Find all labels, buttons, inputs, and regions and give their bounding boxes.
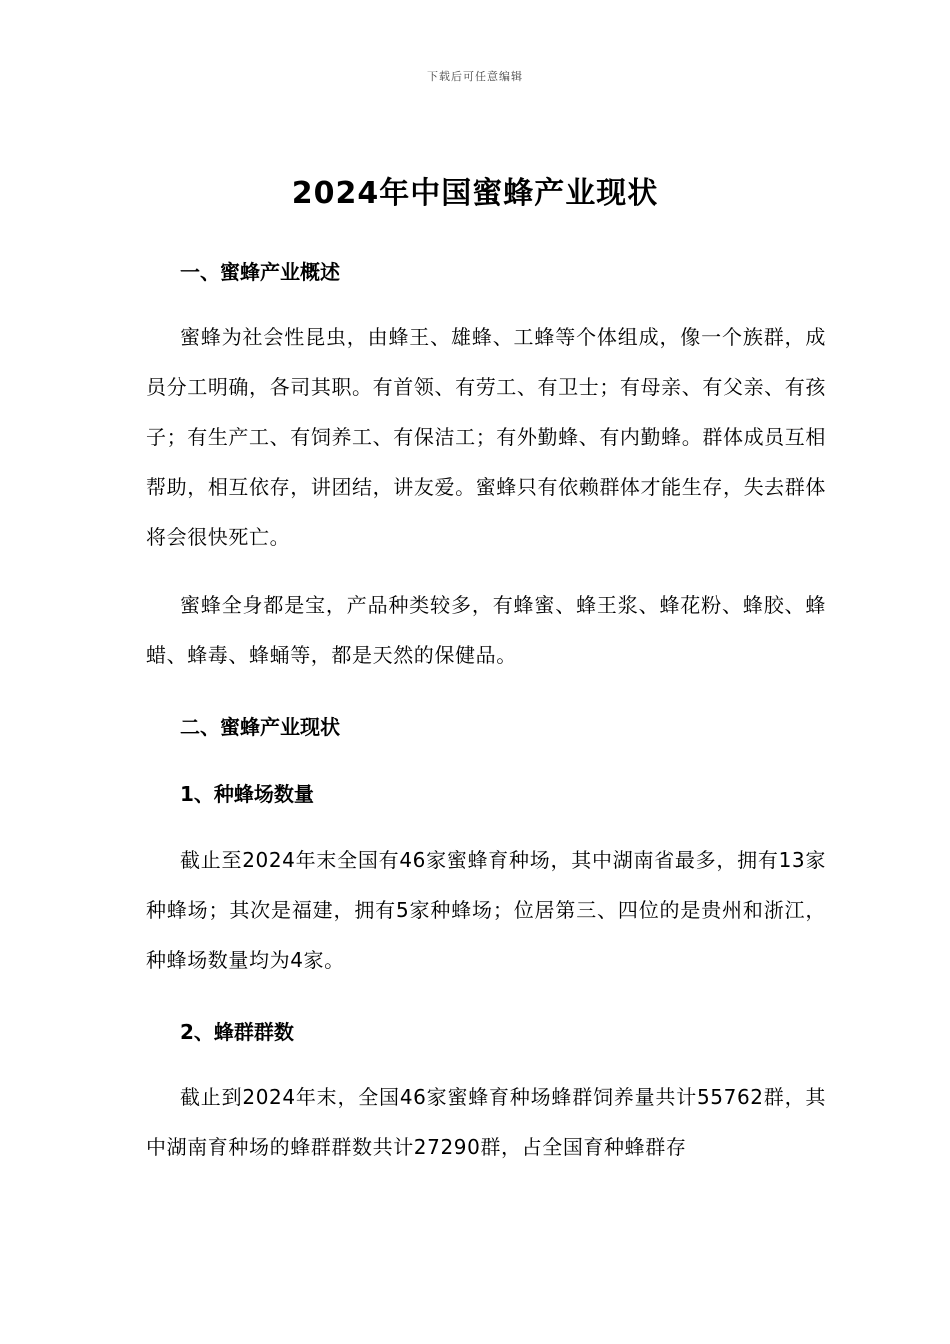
paragraph-bee-society: 蜜蜂为社会性昆虫，由蜂王、雄蜂、工蜂等个体组成，像一个族群，成员分工明确，各司其职。有首领、有劳工、有卫士；有母亲、有父亲、有孩子；有生产工、有饲养工、有保洁工；有外勤蜂、有内勤蜂。群体成员互相帮助，相互依存，讲团结，讲友爱。蜜蜂只有依赖群体才能生存，失去群体将会很快死亡。: [146, 325, 826, 549]
subsection-heading-colony-count: 2、蜂群群数: [180, 1020, 294, 1044]
subsection-heading-breeding-farms: 1、种蜂场数量: [180, 782, 314, 806]
section-heading-status: 二、蜜蜂产业现状: [180, 715, 340, 739]
paragraph-colony-count: 截止到2024年末，全国46家蜜蜂育种场蜂群饲养量共计55762群，其中湖南育种场的蜂群群数共计27290群，占全国育种蜂群存: [146, 1085, 826, 1159]
section-heading-overview: 一、蜜蜂产业概述: [180, 260, 340, 284]
paragraph-breeding-farms: 截止至2024年末全国有46家蜜蜂育种场，其中湖南省最多，拥有13家种蜂场；其次是福建，拥有5家种蜂场；位居第三、四位的是贵州和浙江，种蜂场数量均为4家。: [146, 848, 826, 972]
document-title: 2024年中国蜜蜂产业现状: [291, 176, 659, 211]
paragraph-bee-products: 蜜蜂全身都是宝，产品种类较多，有蜂蜜、蜂王浆、蜂花粉、蜂胶、蜂蜡、蜂毒、蜂蛹等，都是天然的保健品。: [146, 593, 826, 667]
page-header-note: 下载后可任意编辑: [427, 70, 523, 83]
